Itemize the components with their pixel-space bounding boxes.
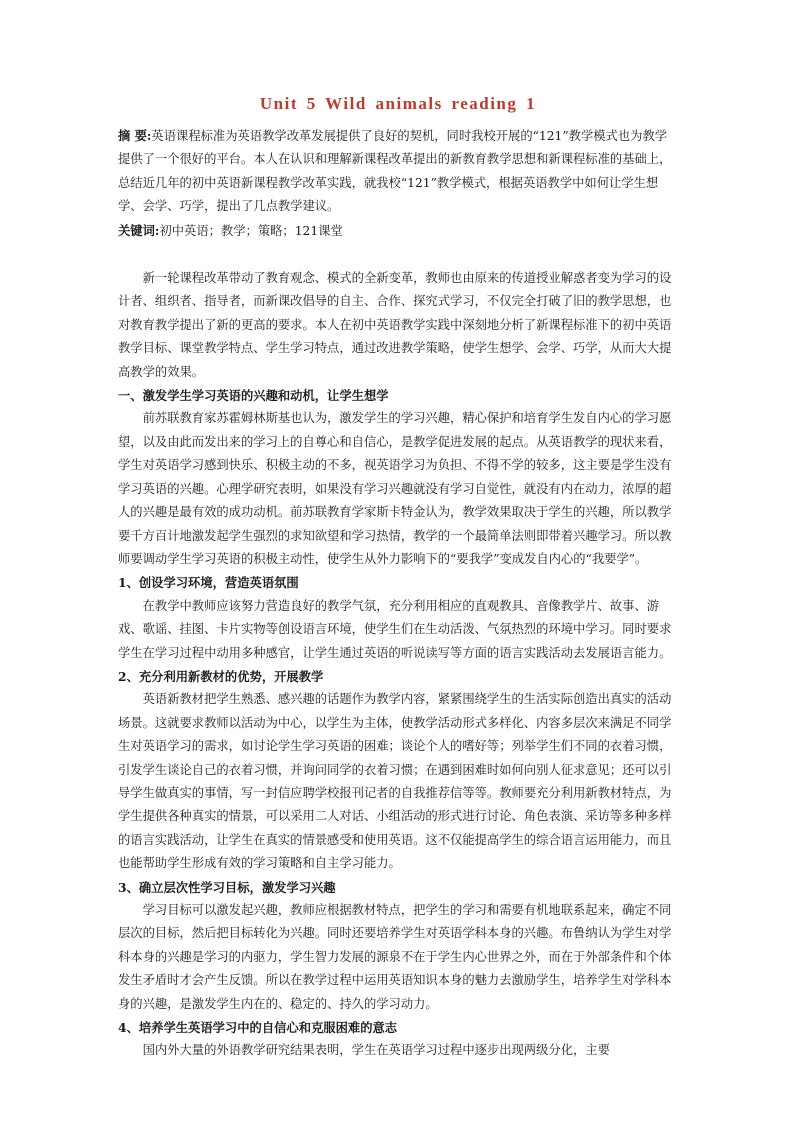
sub1-heading: 1、创设学习环境，营造英语氛围 [118, 575, 299, 591]
intro-paragraph: 新一轮课程改革带动了教育观念、模式的全新变革，教师也由原来的传道授业解惑者变为学习的设计者、组织者、指导者，而新课改倡导的自主、合作、探究式学习，不仅完全打破了旧的教学思想，也对教育教学提出了新的更高的要求。本人在初中英语教学实践中深刻地分析了新课程标准下的初中英语教学目标、课堂教学特点、学生学习特点，通过改进教学策略，使学生想学、会学、巧学，从而大大提高教学的效果。 [118, 271, 672, 379]
sub3-heading: 3、确立层次性学习目标，激发学习兴趣 [118, 879, 336, 895]
abstract-text: 英语课程标准为英语教学改革发展提供了良好的契机，同时我校开展的“121”教学模式也为教学提供了一个很好的平台。本人在认识和理解新课程改革提出的新教育教学思想和新课程标准的基础上，总结近几年的初中英语新课程教学改革实践，就我校“121”教学模式，根据英语教学中如何让学生想学、会学、巧学，提出了几点教学建议。 [118, 129, 672, 214]
sub4-heading: 4、培养学生英语学习中的自信心和克服困难的意志 [118, 1020, 398, 1036]
abstract [118, 124, 678, 219]
keywords-text: 初中英语；教学；策略；121课堂 [159, 223, 343, 238]
keywords-label: 关键词: [118, 222, 160, 238]
sub1-paragraph: 在教学中教师应该努力营造良好的教学气氛，充分利用相应的直观教具、音像教学片、故事、游戏、歌谣、挂图、卡片实物等创设语言环境，使学生们在生动活泼、气氛热烈的环境中学习。同时要求学生在学习过程中动用多种感官，让学生通过英语的听说读写等方面的语言实践活动去发展语言能力。 [118, 598, 672, 660]
sub3-paragraph: 学习目标可以激发起兴趣，教师应根据教材特点，把学生的学习和需要有机地联系起来，确定不同层次的目标，然后把目标转化为兴趣。同时还要培养学生对英语学科本身的兴趣。布鲁纳认为学生对学科本身的兴趣是学习的内驱力，学生智力发展的源泉不在于学生内心世界之外，而在于外部条件和个体发生矛盾时才会产生反馈。所以在教学过程中运用英语知识本身的魅力去激励学生，培养学生对学科本身的兴趣，是激发学生内在的、稳定的、持久的学习动力。 [118, 903, 672, 1011]
keywords [118, 219, 678, 243]
document-title: Unit 5 Wild animals reading 1 [259, 94, 537, 113]
abstract-label: 摘 要: [118, 128, 152, 143]
section1-paragraph: 前苏联教育家苏霍姆林斯基也认为，激发学生的学习兴趣，精心保护和培育学生发自内心的学习愿望，以及由此而发出来的学习上的自尊心和自信心，是教学促进发展的起点。从英语教学的现状来看，学生对英语学习感到快乐、积极主动的不多，视英语学习为负担、不得不学的较多，这主要是学生没有学习英语的兴趣。心理学研究表明，如果没有学习兴趣就没有学习自觉性，就没有内在动力，浓厚的超人的兴趣是最有效的成功动机。前苏联教育学家斯卡特金认为，教学效果取决于学生的兴趣，所以教学要千方百计地激发起学生强烈的求知欲望和学习热情，教学的一个最简单法则即带着兴趣学习。所以教师要调动学生学习英语的积极主动性，使学生从外力影响下的“要我学”变成发自内心的“我要学”。 [118, 411, 672, 566]
sub4-paragraph: 国内外大量的外语教学研究结果表明，学生在英语学习过程中逐步出现两级分化，主要 [142, 1043, 610, 1058]
sub2-heading: 2、充分利用新教材的优势，开展教学 [118, 668, 324, 684]
section1-heading: 一、激发学生学习英语的兴趣和动机，让学生想学 [118, 388, 389, 404]
sub2-paragraph: 英语新教材把学生熟悉、感兴趣的话题作为教学内容，紧紧围绕学生的生活实际创造出真实的活动场景。这就要求教师以活动为中心，以学生为主体，使教学活动形式多样化、内容多层次来满足不同学生对英语学习的需求，如讨论学生学习英语的困难；谈论个人的嗜好等；列举学生们不同的衣着习惯，引发学生谈论自己的衣着习惯，并询问同学的衣着习惯；在遇到困难时如何向别人征求意见；还可以引导学生做真实的事情，写一封信应聘学校报刊记者的自我推荐信等等。教师要充分利用新教材特点，为学生提供各种真实的情景，可以采用二人对话、小组活动的形式进行讨论、角色表演、采访等多种多样的语言实践活动，让学生在真实的情景感受和使用英语。这不仅能提高学生的综合语言运用能力，而且也能帮助学生形成有效的学习策略和自主学习能力。 [118, 692, 672, 871]
document-page [118, 94, 678, 1063]
